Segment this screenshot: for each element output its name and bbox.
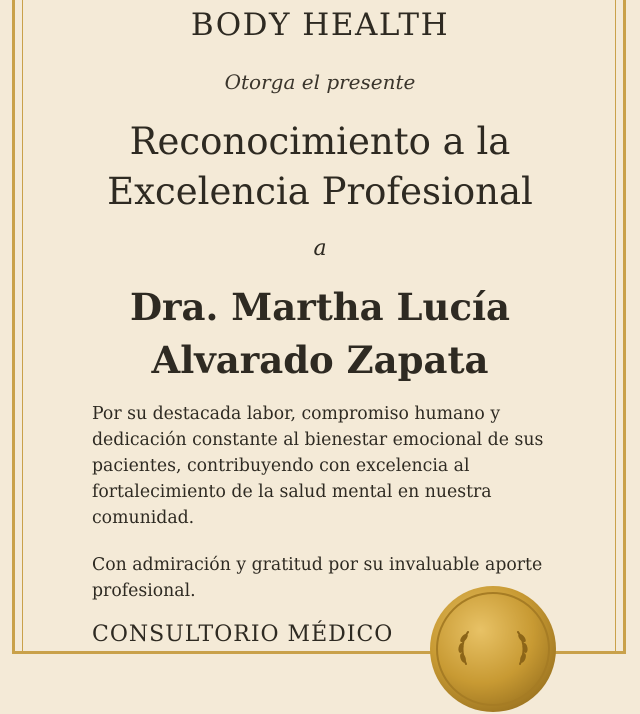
recipient-name <box>0 281 640 387</box>
recipient-name-line1: Dra. Martha Lucía <box>129 285 511 329</box>
connector-text: a <box>313 236 327 261</box>
certificate-title-line1: Reconocimiento a la <box>129 120 511 163</box>
certificate-title-line2: Excelencia Profesional <box>107 170 533 213</box>
organization-name: BODY HEALTH <box>190 7 450 43</box>
intro-text: Otorga el presente <box>224 70 416 94</box>
recipient-name-line2: Alvarado Zapata <box>151 338 489 382</box>
citation-paragraph: Por su destacada labor, compromiso humano y dedicación constante al bienestar emocional de sus pacientes, contribuyendo con excelencia al fortalecimiento de la salud mental en nuestra comunidad. <box>92 404 544 528</box>
issuer-name: CONSULTORIO MÉDICO <box>92 622 394 647</box>
gratitude-paragraph: Con admiración y gratitud por su invaluable aporte profesional. <box>92 555 543 601</box>
gold-seal-icon <box>428 584 558 714</box>
certificate-title <box>0 117 640 217</box>
